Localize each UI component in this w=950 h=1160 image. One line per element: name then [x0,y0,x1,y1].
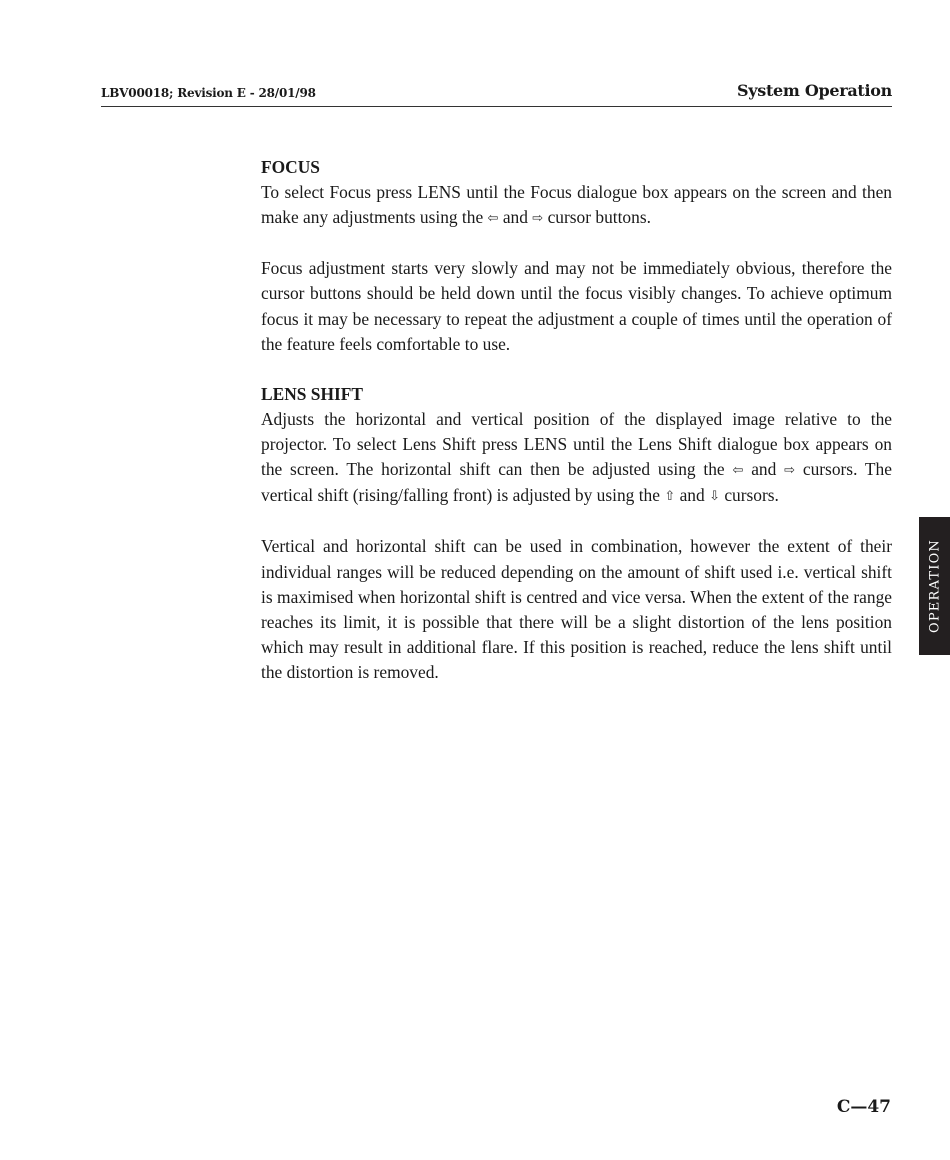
body-content [261,155,892,710]
left-arrow-icon: ⇦ [487,211,499,227]
focus-p1-text-2: and [502,207,528,228]
right-arrow-icon: ⇨ [532,211,544,227]
document-reference: LBV00018; Revision E - 28/01/98 [101,86,316,100]
focus-paragraph-2: Focus adjustment starts very slowly and may not be immediately obvious, therefore the cursor buttons should be held down until the focus visibly changes. To achieve optimum focus it may be necessary to repeat the adjustment a couple of times until the operation of the feature feels comfortable to use. [261,258,892,354]
side-tab-label: OPERATION [927,539,942,633]
page-number: C—47 [836,1097,891,1117]
page-header [101,78,892,107]
lens-p1-text-4: and [679,485,705,506]
down-arrow-icon: ⇩ [709,489,720,505]
focus-p1-text-1: To select Focus press LENS until the Focus dialogue box appears on the screen and then make any adjustments using the [261,182,892,228]
lens-p1-text-1: Adjusts the horizontal and vertical position of the displayed image relative to the projector. To select Lens Shift press LENS until the Lens Shift dialogue box appears on the screen. The horizontal shift can then be adjusted using the [261,408,892,480]
lens-shift-paragraph-2: Vertical and horizontal shift can be used in combination, however the extent of their individual ranges will be reduced depending on the amount of shift used i.e. vertical shift is maximised when horizontal shift is centred and vice versa. When the extent of the range reaches its limit, it is possible that there will be a slight distortion of the lens position which may result in additional flare. If this position is reached, reduce the lens shift until the distortion is removed. [261,536,892,682]
focus-p1-text-3: cursor buttons. [547,207,651,228]
up-arrow-icon: ⇧ [664,489,676,505]
lens-shift-paragraph-1 [261,407,892,509]
focus-paragraph-1 [261,180,892,231]
lens-p1-text-2: and [751,459,777,480]
section-title: System Operation [736,81,892,100]
right-arrow-icon: ⇨ [784,463,796,479]
left-arrow-icon: ⇦ [732,463,744,479]
operation-side-tab [919,517,950,655]
lens-shift-heading: LENS SHIFT [261,383,363,404]
lens-p1-text-3: cursors. The vertical shift (rising/falling front) is adjusted by using the [261,459,892,506]
focus-heading: FOCUS [261,157,320,177]
lens-p1-text-5: cursors. [724,485,779,506]
